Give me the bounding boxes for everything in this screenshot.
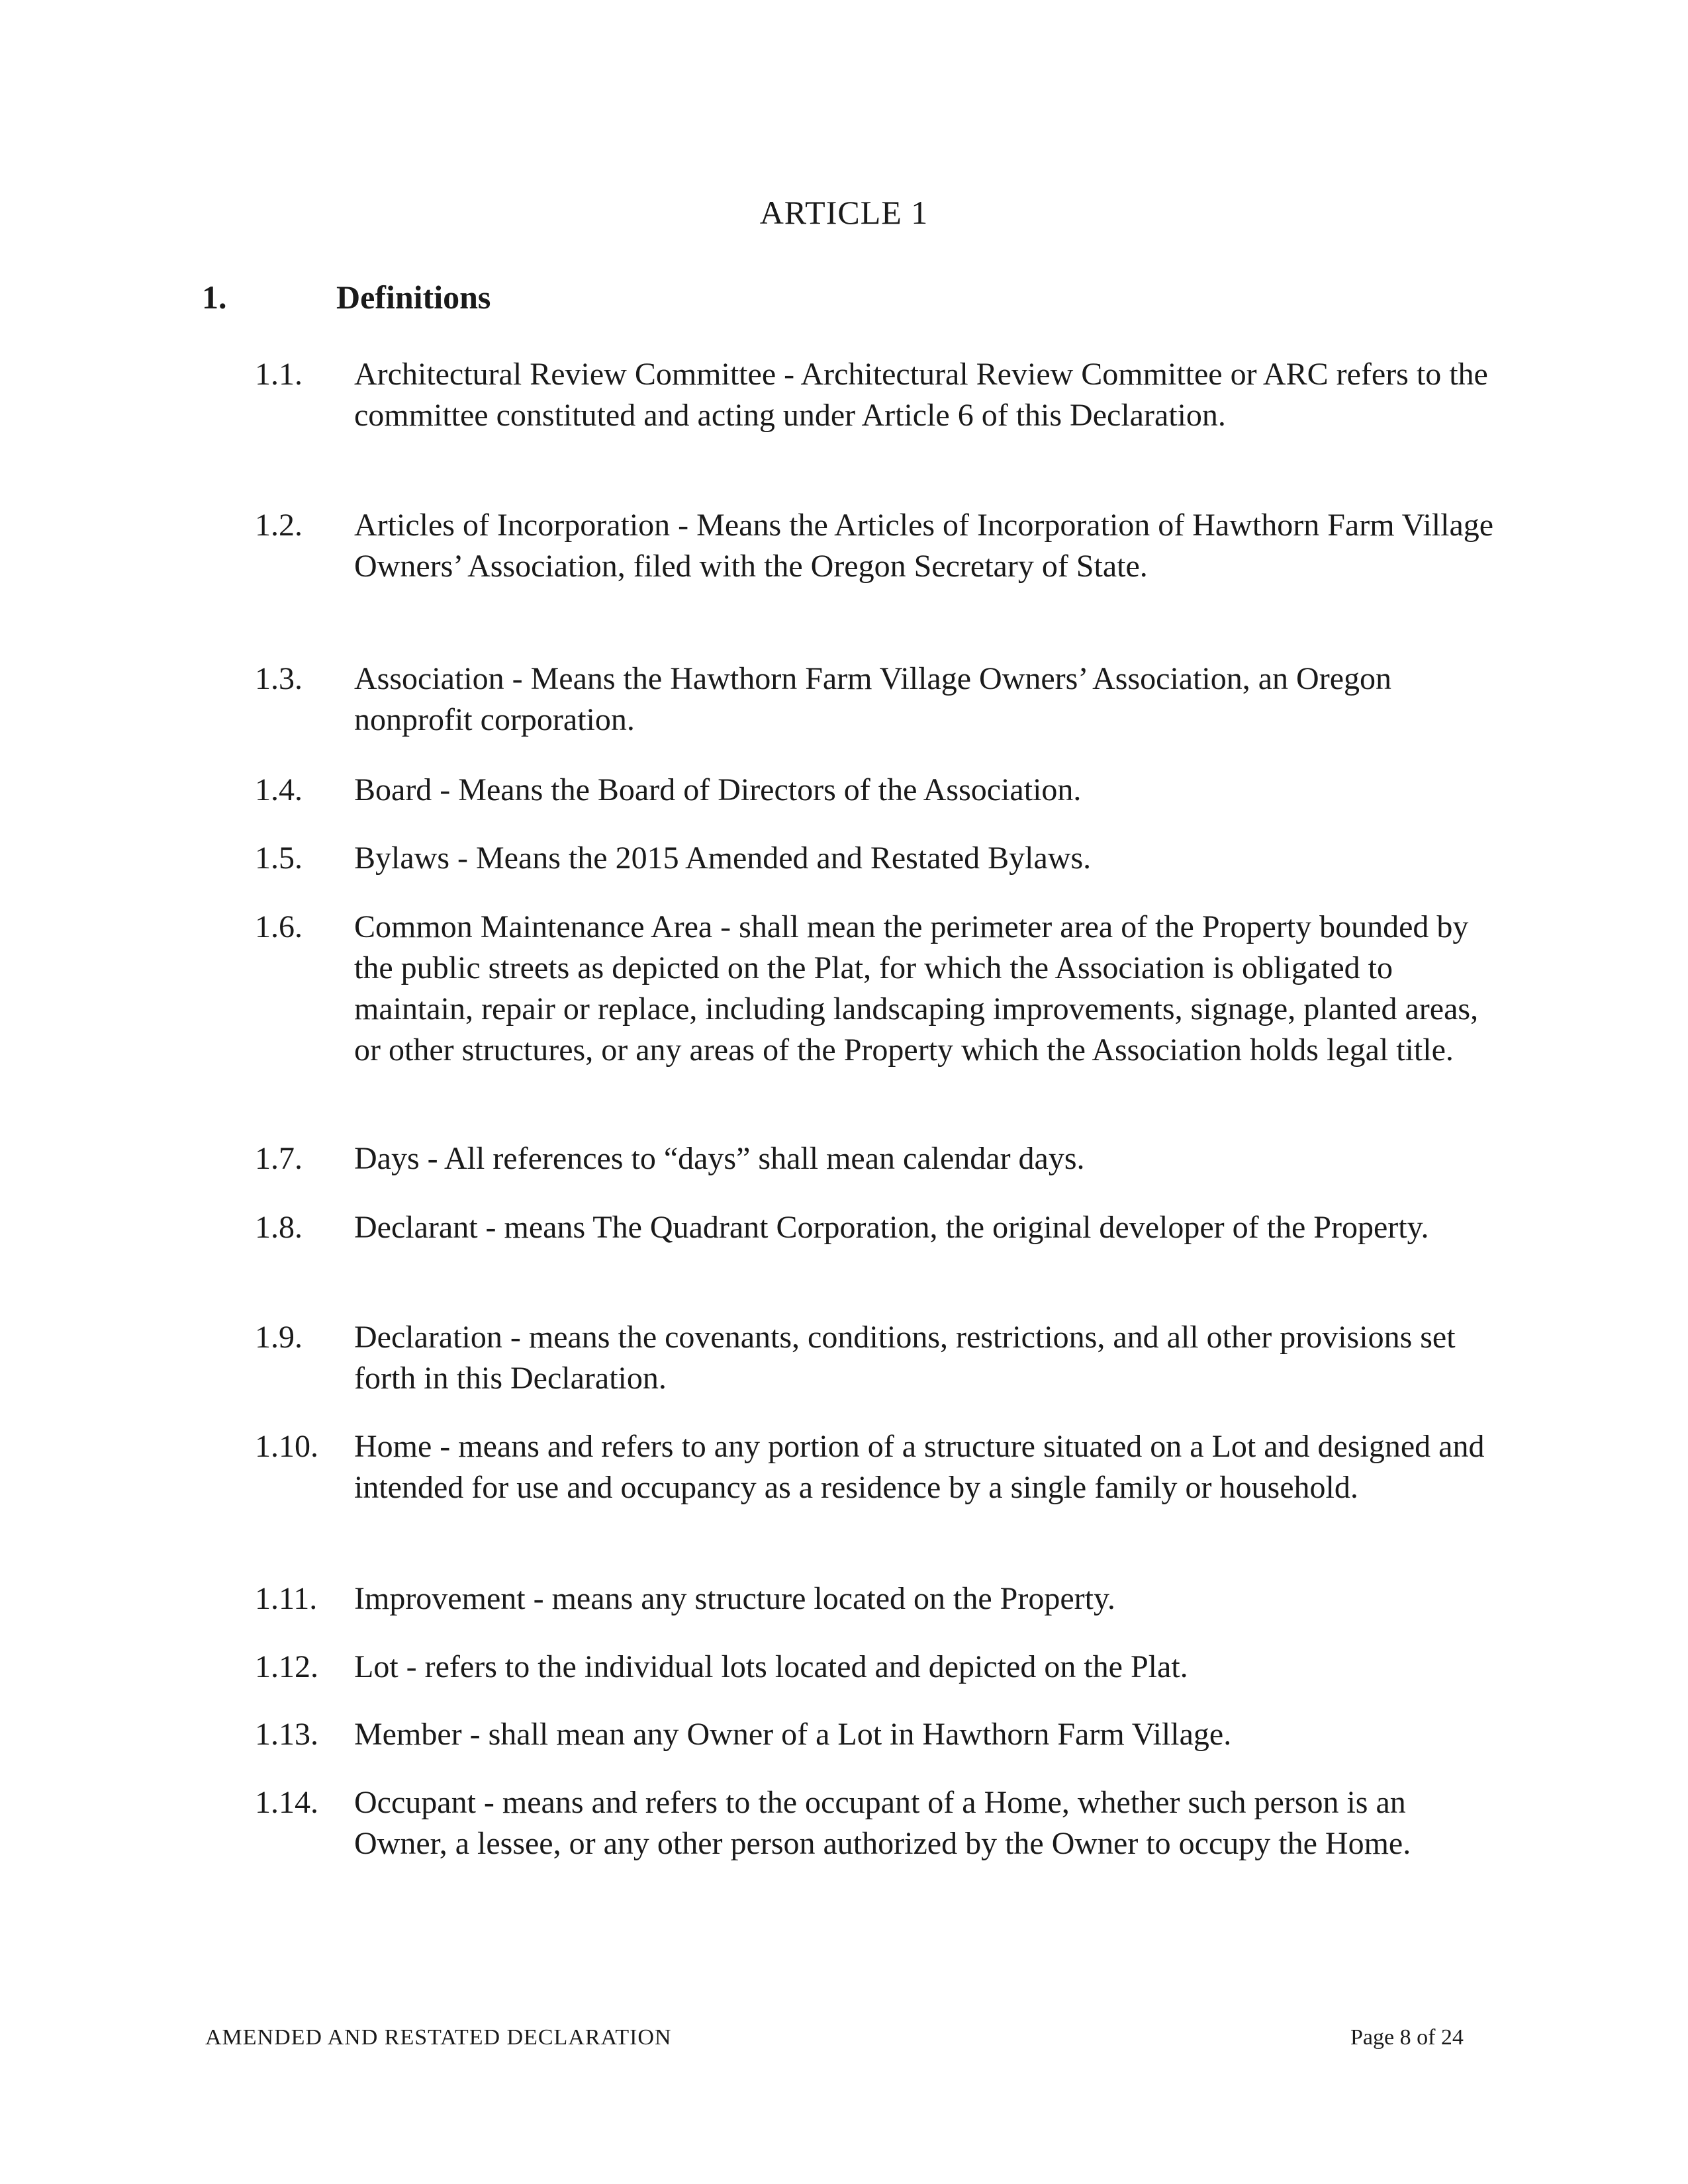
definition-text: Declarant - means The Quadrant Corporation, the original developer of the Property. [354,1210,1429,1245]
definition-number: 1.12. [255,1649,318,1684]
definition-number: 1.2. [255,508,303,543]
definition-number: 1.13. [255,1717,318,1752]
definition-text: Lot - refers to the individual lots located and depicted on the Plat. [354,1649,1188,1684]
definition-text: Days - All references to “days” shall mean calendar days. [354,1141,1085,1176]
definition-text: Architectural Review Committee - Architectural Review Committee or ARC refers to the committee constituted and acting under Article 6 of this Declaration. [354,357,1488,433]
definition-text: Articles of Incorporation - Means the Articles of Incorporation of Hawthorn Farm Village Owners’ Association, filed with the Oregon Secretary of State. [354,508,1494,584]
definition-text: Bylaws - Means the 2015 Amended and Restated Bylaws. [354,841,1092,876]
definition-number: 1.1. [255,357,303,392]
definition-text: Member - shall mean any Owner of a Lot in Hawthorn Farm Village. [354,1717,1232,1752]
definition-number: 1.10. [255,1429,318,1464]
definition-number: 1.4. [255,772,303,807]
footer-document-name: AMENDED AND RESTATED DECLARATION [205,2025,672,2050]
definition-text: Improvement - means any structure located on the Property. [354,1581,1115,1616]
definition-text: Declaration - means the covenants, conditions, restrictions, and all other provisions set forth in this Declaration. [354,1320,1456,1396]
definition-text: Home - means and refers to any portion of a structure situated on a Lot and designed and intended for use and occupancy as a residence by a single family or household. [354,1429,1485,1505]
section-number: 1. [202,279,227,316]
definition-text: Common Maintenance Area - shall mean the perimeter area of the Property bounded by the public streets as depicted on the Plat, for which the Association is obligated to maintain, repair or replace, including landscaping improvements, signage, planted areas, or other structures, or any areas of the Property which the Association holds legal title. [354,909,1479,1068]
section-title: Definitions [336,279,491,316]
definition-number: 1.11. [255,1581,318,1616]
definition-number: 1.7. [255,1141,303,1176]
definition-number: 1.9. [255,1320,303,1355]
footer-page-number: Page 8 of 24 [1350,2025,1464,2050]
definition-number: 1.6. [255,909,303,944]
definition-text: Association - Means the Hawthorn Farm Village Owners’ Association, an Oregon nonprofit corporation. [354,661,1392,737]
definition-text: Board - Means the Board of Directors of the Association. [354,772,1082,807]
definition-number: 1.3. [255,661,303,696]
definition-number: 1.5. [255,841,303,876]
article-title: ARTICLE 1 [759,194,929,231]
definition-text: Occupant - means and refers to the occupant of a Home, whether such person is an Owner, a lessee, or any other person authorized by the Owner to occupy the Home. [354,1785,1411,1861]
definition-number: 1.8. [255,1210,303,1245]
definition-number: 1.14. [255,1785,318,1820]
